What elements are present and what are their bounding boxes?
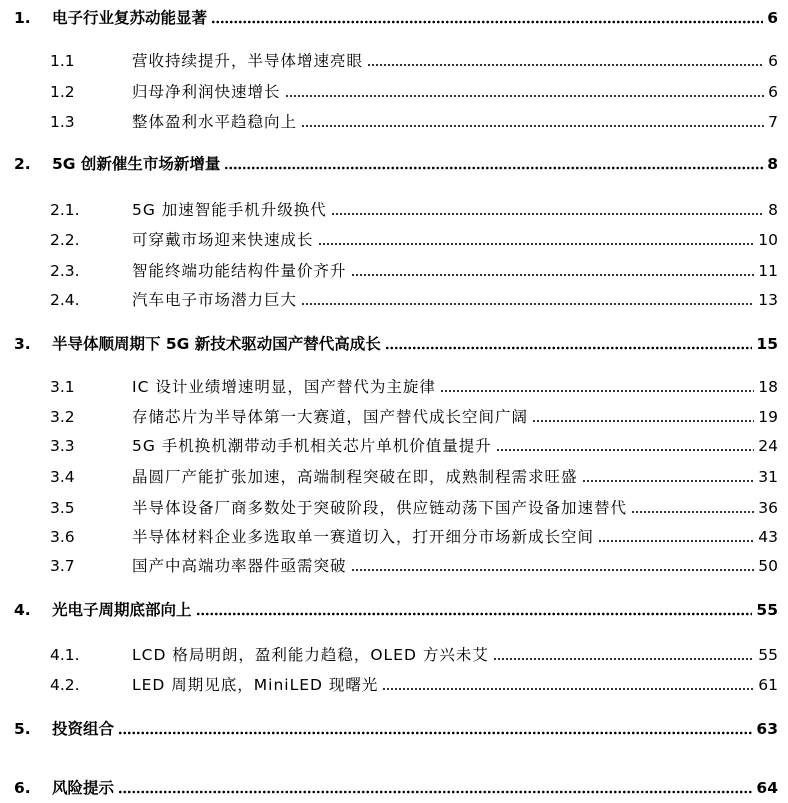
dot-leader <box>301 285 754 315</box>
toc-entry-title: 电子行业复苏动能显著 <box>52 9 208 27</box>
toc-entry[interactable] <box>0 670 788 700</box>
dot-leader <box>382 670 754 700</box>
dot-leader <box>367 46 764 76</box>
toc-entry-number: 3.2 <box>50 408 75 426</box>
toc-entry[interactable] <box>0 595 788 625</box>
toc-entry-title: 汽车电子市场潜力巨大 <box>132 291 298 309</box>
toc-entry-number: 2.2. <box>50 231 80 249</box>
toc-entry-number: 2.4. <box>50 291 80 309</box>
toc-entry[interactable] <box>0 640 788 670</box>
dot-leader <box>318 225 755 255</box>
toc-entry-number: 4.1. <box>50 646 80 664</box>
toc-entry-page: 10 <box>758 231 778 249</box>
toc-entry[interactable] <box>0 402 788 432</box>
toc-entry-page: 43 <box>758 528 778 546</box>
dot-leader <box>211 3 763 33</box>
toc-entry[interactable] <box>0 46 788 76</box>
toc-entry-page: 55 <box>756 601 778 619</box>
toc-entry-title: 5G 创新催生市场新增量 <box>52 155 221 173</box>
dot-leader <box>440 372 754 402</box>
dot-leader <box>118 714 752 744</box>
toc-entry-page: 13 <box>758 291 778 309</box>
toc-entry-number: 3.3 <box>50 437 75 455</box>
toc-entry-number: 6. <box>14 779 31 797</box>
toc-entry-page: 6 <box>768 83 778 101</box>
toc-entry[interactable] <box>0 714 788 744</box>
dot-leader <box>196 595 753 625</box>
toc-entry-number: 1.3 <box>50 113 75 131</box>
toc-entry[interactable] <box>0 372 788 402</box>
toc-entry[interactable] <box>0 3 788 33</box>
toc-entry-title: 营收持续提升，半导体增速亮眼 <box>132 52 364 70</box>
dot-leader <box>631 493 754 523</box>
toc-entry-page: 61 <box>758 676 778 694</box>
toc-entry[interactable] <box>0 329 788 359</box>
toc-entry-title: 存储芯片为半导体第一大赛道，国产替代成长空间广阔 <box>132 408 529 426</box>
dot-leader <box>493 640 754 670</box>
toc-entry-number: 4.2. <box>50 676 80 694</box>
dot-leader <box>331 195 764 225</box>
toc-entry-title: 可穿戴市场迎来快速成长 <box>132 231 314 249</box>
toc-entry-number: 4. <box>14 601 31 619</box>
dot-leader <box>532 402 754 432</box>
toc-entry-page: 50 <box>758 557 778 575</box>
toc-entry[interactable] <box>0 493 788 523</box>
dot-leader <box>351 256 755 286</box>
toc-entry-number: 3. <box>14 335 31 353</box>
toc-entry-page: 63 <box>756 720 778 738</box>
toc-entry-number: 3.7 <box>50 557 75 575</box>
toc-entry-page: 55 <box>758 646 778 664</box>
toc-entry-number: 3.4 <box>50 468 75 486</box>
toc-entry-number: 3.6 <box>50 528 75 546</box>
toc-entry[interactable] <box>0 551 788 581</box>
toc-entry-number: 3.1 <box>50 378 75 396</box>
dot-leader <box>598 522 754 552</box>
dot-leader <box>582 462 755 492</box>
toc-entry-title: 智能终端功能结构件量价齐升 <box>132 262 347 280</box>
toc-entry-page: 6 <box>767 9 778 27</box>
toc-entry-title: 风险提示 <box>52 779 115 797</box>
toc-entry-page: 7 <box>768 113 778 131</box>
toc-entry[interactable] <box>0 149 788 179</box>
toc-entry-page: 36 <box>758 499 778 517</box>
toc-entry-title: 整体盈利水平趋稳向上 <box>132 113 298 131</box>
toc-entry-page: 64 <box>756 779 778 797</box>
toc-entry-title: 归母净利润快速增长 <box>132 83 281 101</box>
toc-entry-page: 8 <box>767 155 778 173</box>
dot-leader <box>301 107 764 137</box>
toc-entry-page: 6 <box>768 52 778 70</box>
toc-entry[interactable] <box>0 431 788 461</box>
toc-entry-page: 31 <box>758 468 778 486</box>
toc-entry-number: 1. <box>14 9 31 27</box>
dot-leader <box>385 329 753 359</box>
toc-entry-title: LED 周期见底，MiniLED 现曙光 <box>132 676 379 694</box>
toc-entry-page: 24 <box>758 437 778 455</box>
toc-entry-title: 5G 加速智能手机升级换代 <box>132 201 327 219</box>
toc-entry-number: 5. <box>14 720 31 738</box>
toc-entry-page: 15 <box>756 335 778 353</box>
toc-entry-page: 8 <box>768 201 778 219</box>
toc-entry-page: 19 <box>758 408 778 426</box>
toc-entry-title: 半导体设备厂商多数处于突破阶段，供应链动荡下国产设备加速替代 <box>132 499 628 517</box>
toc-entry[interactable] <box>0 285 788 315</box>
toc-entry-title: IC 设计业绩增速明显，国产替代为主旋律 <box>132 378 436 396</box>
toc-entry[interactable] <box>0 522 788 552</box>
dot-leader <box>496 431 754 461</box>
toc-entry-title: 晶圆厂产能扩张加速，高端制程突破在即，成熟制程需求旺盛 <box>132 468 578 486</box>
toc-entry[interactable] <box>0 77 788 107</box>
dot-leader <box>351 551 755 581</box>
toc-entry-title: 半导体顺周期下 5G 新技术驱动国产替代高成长 <box>52 335 381 353</box>
toc-entry-number: 3.5 <box>50 499 75 517</box>
toc-entry-number: 1.2 <box>50 83 75 101</box>
dot-leader <box>285 77 765 107</box>
toc-entry-page: 18 <box>758 378 778 396</box>
toc-entry-title: LCD 格局明朗，盈利能力趋稳，OLED 方兴未艾 <box>132 646 489 664</box>
toc-entry-title: 光电子周期底部向上 <box>52 601 192 619</box>
toc-entry[interactable] <box>0 107 788 137</box>
dot-leader <box>118 773 752 803</box>
toc-entry[interactable] <box>0 225 788 255</box>
toc-entry-number: 1.1 <box>50 52 75 70</box>
toc-entry-number: 2.3. <box>50 262 80 280</box>
toc-entry[interactable] <box>0 773 788 803</box>
toc-entry-title: 投资组合 <box>52 720 115 738</box>
toc-entry-title: 国产中高端功率器件亟需突破 <box>132 557 347 575</box>
dot-leader <box>224 149 763 179</box>
toc-entry[interactable] <box>0 195 788 225</box>
toc-entry[interactable] <box>0 462 788 492</box>
toc-entry-number: 2.1. <box>50 201 80 219</box>
toc-entry-number: 2. <box>14 155 31 173</box>
toc-entry-title: 半导体材料企业多选取单一赛道切入，打开细分市场新成长空间 <box>132 528 595 546</box>
toc-entry-page: 11 <box>758 262 778 280</box>
toc-entry[interactable] <box>0 256 788 286</box>
toc-entry-title: 5G 手机换机潮带动手机相关芯片单机价值量提升 <box>132 437 492 455</box>
